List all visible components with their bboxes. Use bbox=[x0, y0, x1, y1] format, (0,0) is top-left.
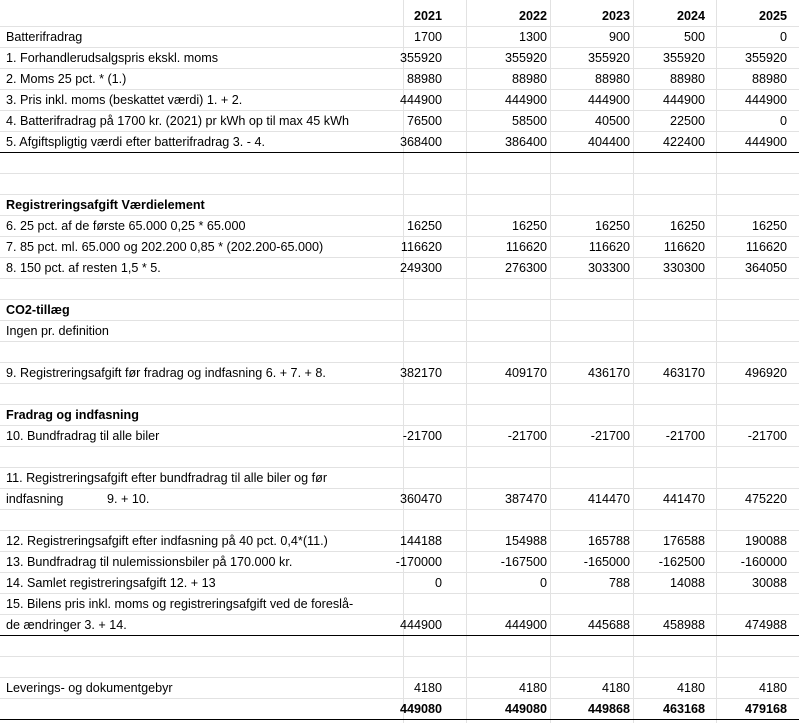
value-cell-1[interactable] bbox=[364, 405, 442, 425]
value-cell-5[interactable]: 496920 bbox=[744, 366, 787, 380]
value-cell-3[interactable]: 303300 bbox=[587, 261, 630, 275]
value-cell-1[interactable] bbox=[364, 468, 442, 488]
value-cell-3[interactable]: 40500 bbox=[594, 114, 630, 128]
value-cell-3[interactable] bbox=[552, 195, 630, 215]
table-row bbox=[0, 678, 799, 699]
value-cell-4[interactable]: 88980 bbox=[669, 72, 705, 86]
row-label[interactable]: 9. Registreringsafgift før fradrag og indfasning 6. + 7. + 8. bbox=[6, 366, 326, 380]
value-cell-4[interactable] bbox=[627, 321, 705, 341]
value-cell-3[interactable] bbox=[552, 657, 630, 677]
value-cell-4[interactable]: 355920 bbox=[662, 51, 705, 65]
value-cell-2[interactable] bbox=[469, 405, 547, 425]
value-cell-3[interactable] bbox=[552, 405, 630, 425]
table-row bbox=[0, 174, 799, 195]
value-cell-2[interactable]: 449080 bbox=[504, 702, 547, 716]
value-cell-5[interactable]: 364050 bbox=[744, 261, 787, 275]
value-cell-1[interactable] bbox=[364, 636, 442, 656]
table-row bbox=[0, 447, 799, 468]
value-cell-1[interactable]: 249300 bbox=[399, 261, 442, 275]
table-row bbox=[0, 195, 799, 216]
value-cell-3[interactable] bbox=[552, 174, 630, 194]
table-row bbox=[0, 363, 799, 384]
value-cell-4[interactable]: -21700 bbox=[665, 429, 705, 443]
value-cell-4[interactable] bbox=[627, 447, 705, 467]
value-cell-2[interactable] bbox=[469, 279, 547, 299]
row-label[interactable]: 15. Bilens pris inkl. moms og registreringsafgift ved de foreslå- bbox=[6, 597, 354, 611]
value-cell-5[interactable]: 4180 bbox=[758, 681, 787, 695]
value-cell-5[interactable] bbox=[709, 636, 787, 656]
value-cell-4[interactable]: -162500 bbox=[658, 555, 705, 569]
value-cell-3[interactable]: 4180 bbox=[601, 681, 630, 695]
row-label[interactable]: 13. Bundfradrag til nulemissionsbiler på 170.000 kr. bbox=[6, 555, 293, 569]
value-cell-1[interactable] bbox=[364, 153, 442, 173]
value-cell-2[interactable]: 16250 bbox=[511, 219, 547, 233]
value-cell-2[interactable]: 154988 bbox=[504, 534, 547, 548]
row-label[interactable]: 3. Pris inkl. moms (beskattet værdi) 1. + 2. bbox=[6, 93, 243, 107]
row-label[interactable]: 1. Forhandlerudsalgspris ekskl. moms bbox=[6, 51, 219, 65]
value-cell-5[interactable] bbox=[709, 174, 787, 194]
value-cell-1[interactable]: 76500 bbox=[406, 114, 442, 128]
year-header-5[interactable]: 2025 bbox=[758, 9, 787, 23]
value-cell-1[interactable] bbox=[364, 384, 442, 404]
value-cell-2[interactable]: 58500 bbox=[511, 114, 547, 128]
year-header-1[interactable]: 2021 bbox=[413, 9, 442, 23]
value-cell-3[interactable] bbox=[552, 636, 630, 656]
row-label[interactable]: Leverings- og dokumentgebyr bbox=[6, 681, 173, 695]
table-row bbox=[0, 468, 799, 489]
value-cell-3[interactable] bbox=[552, 342, 630, 362]
header-row bbox=[0, 6, 799, 27]
row-label[interactable]: Batterifradrag bbox=[6, 30, 83, 44]
value-cell-4[interactable] bbox=[627, 657, 705, 677]
value-cell-2[interactable]: 276300 bbox=[504, 261, 547, 275]
value-cell-3[interactable]: 900 bbox=[608, 30, 630, 44]
value-cell-3[interactable] bbox=[552, 510, 630, 530]
table-row bbox=[0, 384, 799, 405]
value-cell-5[interactable]: 88980 bbox=[751, 72, 787, 86]
table-row bbox=[0, 657, 799, 678]
table-row bbox=[0, 279, 799, 300]
value-cell-4[interactable]: 330300 bbox=[662, 261, 705, 275]
value-cell-3[interactable] bbox=[552, 468, 630, 488]
value-cell-5[interactable] bbox=[709, 153, 787, 173]
value-cell-5[interactable]: 190088 bbox=[744, 534, 787, 548]
value-cell-5[interactable] bbox=[709, 300, 787, 320]
table-row bbox=[0, 594, 799, 615]
row-label[interactable]: 8. 150 pct. af resten 1,5 * 5. bbox=[6, 261, 161, 275]
value-cell-5[interactable]: 16250 bbox=[751, 219, 787, 233]
value-cell-2[interactable] bbox=[469, 195, 547, 215]
row-label[interactable]: 10. Bundfradrag til alle biler bbox=[6, 429, 160, 443]
value-cell-1[interactable] bbox=[364, 657, 442, 677]
row-label[interactable]: 14. Samlet registreringsafgift 12. + 13 bbox=[6, 576, 216, 590]
value-cell-3[interactable]: 16250 bbox=[594, 219, 630, 233]
value-cell-3[interactable]: 88980 bbox=[594, 72, 630, 86]
value-cell-2[interactable]: -21700 bbox=[507, 429, 547, 443]
value-cell-1[interactable] bbox=[364, 279, 442, 299]
value-cell-1[interactable]: 444900 bbox=[399, 618, 442, 632]
value-cell-2[interactable] bbox=[469, 342, 547, 362]
value-cell-5[interactable] bbox=[709, 447, 787, 467]
value-cell-2[interactable] bbox=[469, 384, 547, 404]
table-row bbox=[0, 69, 799, 90]
value-cell-5[interactable] bbox=[709, 321, 787, 341]
value-cell-5[interactable]: 116620 bbox=[745, 240, 787, 254]
value-cell-1[interactable]: 444900 bbox=[399, 93, 442, 107]
value-cell-1[interactable]: -21700 bbox=[402, 429, 442, 443]
value-cell-1[interactable] bbox=[364, 174, 442, 194]
value-cell-5[interactable] bbox=[709, 384, 787, 404]
table-row bbox=[0, 426, 799, 447]
value-cell-1[interactable]: 368400 bbox=[399, 135, 442, 149]
value-cell-5[interactable] bbox=[709, 405, 787, 425]
value-cell-4[interactable] bbox=[627, 279, 705, 299]
value-cell-5[interactable] bbox=[709, 594, 787, 614]
value-cell-3[interactable]: -165000 bbox=[583, 555, 630, 569]
value-cell-1[interactable]: 144188 bbox=[399, 534, 442, 548]
value-cell-2[interactable]: 409170 bbox=[504, 366, 547, 380]
value-cell-3[interactable]: 404400 bbox=[587, 135, 630, 149]
row-label[interactable]: CO2-tillæg bbox=[6, 303, 70, 317]
table-row bbox=[0, 636, 799, 657]
table-row bbox=[0, 48, 799, 69]
table-row bbox=[0, 510, 799, 531]
value-cell-2[interactable] bbox=[469, 510, 547, 530]
row-label[interactable]: 12. Registreringsafgift efter indfasning på 40 pct. 0,4*(11.) bbox=[6, 534, 328, 548]
value-cell-4[interactable]: 444900 bbox=[662, 93, 705, 107]
value-cell-2[interactable]: -167500 bbox=[500, 555, 547, 569]
value-cell-1[interactable]: 360470 bbox=[399, 492, 442, 506]
value-cell-3[interactable] bbox=[552, 594, 630, 614]
value-cell-2[interactable] bbox=[469, 300, 547, 320]
value-cell-1[interactable]: 16250 bbox=[406, 219, 442, 233]
value-cell-2[interactable]: 0 bbox=[539, 576, 547, 590]
value-cell-5[interactable] bbox=[709, 342, 787, 362]
value-cell-4[interactable] bbox=[627, 195, 705, 215]
value-cell-1[interactable]: 449080 bbox=[399, 702, 442, 716]
value-cell-1[interactable]: 1700 bbox=[413, 30, 442, 44]
year-header-3[interactable]: 2023 bbox=[601, 9, 630, 23]
value-cell-3[interactable] bbox=[552, 153, 630, 173]
value-cell-4[interactable]: 14088 bbox=[669, 576, 705, 590]
row-label[interactable]: Fradrag og indfasning bbox=[6, 408, 139, 422]
value-cell-3[interactable]: 445688 bbox=[587, 618, 630, 632]
row-label[interactable]: Ingen pr. definition bbox=[6, 324, 109, 338]
value-cell-3[interactable]: 355920 bbox=[587, 51, 630, 65]
table-row bbox=[0, 237, 799, 258]
value-cell-4[interactable] bbox=[627, 300, 705, 320]
value-cell-4[interactable] bbox=[627, 384, 705, 404]
value-cell-5[interactable]: 30088 bbox=[751, 576, 787, 590]
value-cell-2[interactable]: 387470 bbox=[504, 492, 547, 506]
value-cell-4[interactable]: 4180 bbox=[676, 681, 705, 695]
value-cell-5[interactable] bbox=[709, 279, 787, 299]
value-cell-1[interactable] bbox=[364, 447, 442, 467]
value-cell-4[interactable] bbox=[627, 153, 705, 173]
value-cell-4[interactable] bbox=[627, 405, 705, 425]
value-cell-4[interactable] bbox=[627, 174, 705, 194]
value-cell-1[interactable]: -170000 bbox=[395, 555, 442, 569]
table-row bbox=[0, 573, 799, 594]
table-row bbox=[0, 321, 799, 342]
row-label[interactable]: 5. Afgiftspligtig værdi efter batterifradrag 3. - 4. bbox=[6, 135, 265, 149]
row-label[interactable]: de ændringer 3. + 14. bbox=[6, 618, 127, 632]
value-cell-2[interactable]: 88980 bbox=[511, 72, 547, 86]
value-cell-5[interactable]: 474988 bbox=[744, 618, 787, 632]
value-cell-1[interactable]: 88980 bbox=[406, 72, 442, 86]
row-label[interactable]: 4. Batterifradrag på 1700 kr. (2021) pr kWh op til max 45 kWh bbox=[6, 114, 349, 128]
value-cell-3[interactable]: 414470 bbox=[587, 492, 630, 506]
value-cell-3[interactable]: 165788 bbox=[587, 534, 630, 548]
value-cell-4[interactable] bbox=[627, 342, 705, 362]
value-cell-1[interactable]: 4180 bbox=[413, 681, 442, 695]
value-cell-2[interactable] bbox=[469, 636, 547, 656]
value-cell-4[interactable] bbox=[627, 636, 705, 656]
table-row bbox=[0, 300, 799, 321]
value-cell-1[interactable] bbox=[364, 300, 442, 320]
value-cell-4[interactable]: 463170 bbox=[662, 366, 705, 380]
value-cell-3[interactable]: 449868 bbox=[587, 702, 630, 716]
value-cell-1[interactable] bbox=[364, 342, 442, 362]
value-cell-1[interactable] bbox=[364, 321, 442, 341]
table-row bbox=[0, 699, 799, 720]
table-row bbox=[0, 258, 799, 279]
value-cell-2[interactable]: 4180 bbox=[518, 681, 547, 695]
value-cell-3[interactable]: 436170 bbox=[587, 366, 630, 380]
value-cell-2[interactable]: 1300 bbox=[518, 30, 547, 44]
value-cell-2[interactable]: 444900 bbox=[504, 618, 547, 632]
value-cell-5[interactable]: -160000 bbox=[740, 555, 787, 569]
table-row bbox=[0, 615, 799, 636]
year-header-4[interactable]: 2024 bbox=[676, 9, 705, 23]
value-cell-4[interactable]: 458988 bbox=[662, 618, 705, 632]
table-row bbox=[0, 216, 799, 237]
row-label[interactable]: indfasning bbox=[6, 492, 64, 506]
value-cell-5[interactable] bbox=[709, 468, 787, 488]
value-cell-3[interactable] bbox=[552, 384, 630, 404]
row-label[interactable]: 7. 85 pct. ml. 65.000 og 202.200 0,85 * (202.200-65.000) bbox=[6, 240, 324, 254]
row-sublabel[interactable]: 9. + 10. bbox=[107, 492, 150, 506]
table-row bbox=[0, 405, 799, 426]
value-cell-5[interactable]: 355920 bbox=[744, 51, 787, 65]
table-row bbox=[0, 132, 799, 153]
value-cell-2[interactable] bbox=[469, 174, 547, 194]
value-cell-3[interactable]: -21700 bbox=[590, 429, 630, 443]
table-row bbox=[0, 342, 799, 363]
table-row bbox=[0, 111, 799, 132]
value-cell-4[interactable] bbox=[627, 510, 705, 530]
value-cell-5[interactable]: -21700 bbox=[747, 429, 787, 443]
value-cell-3[interactable] bbox=[552, 279, 630, 299]
table-row bbox=[0, 531, 799, 552]
table-row bbox=[0, 27, 799, 48]
value-cell-2[interactable] bbox=[469, 321, 547, 341]
value-cell-2[interactable] bbox=[469, 594, 547, 614]
value-cell-2[interactable]: 355920 bbox=[504, 51, 547, 65]
value-cell-5[interactable]: 0 bbox=[779, 30, 787, 44]
value-cell-4[interactable] bbox=[627, 594, 705, 614]
row-label[interactable]: 11. Registreringsafgift efter bundfradrag til alle biler og før bbox=[6, 471, 328, 485]
value-cell-5[interactable]: 475220 bbox=[744, 492, 787, 506]
table-row bbox=[0, 489, 799, 510]
value-cell-2[interactable]: 386400 bbox=[504, 135, 547, 149]
value-cell-4[interactable]: 463168 bbox=[662, 702, 705, 716]
value-cell-2[interactable]: 444900 bbox=[504, 93, 547, 107]
row-label[interactable]: Registreringsafgift Værdielement bbox=[6, 198, 205, 212]
value-cell-2[interactable] bbox=[469, 153, 547, 173]
value-cell-1[interactable] bbox=[364, 594, 442, 614]
value-cell-4[interactable]: 422400 bbox=[662, 135, 705, 149]
value-cell-3[interactable]: 444900 bbox=[587, 93, 630, 107]
value-cell-4[interactable] bbox=[627, 468, 705, 488]
value-cell-1[interactable]: 116620 bbox=[400, 240, 442, 254]
value-cell-1[interactable]: 355920 bbox=[399, 51, 442, 65]
value-cell-5[interactable]: 444900 bbox=[744, 135, 787, 149]
value-cell-3[interactable] bbox=[552, 321, 630, 341]
value-cell-2[interactable]: 116620 bbox=[505, 240, 547, 254]
value-cell-1[interactable]: 382170 bbox=[399, 366, 442, 380]
value-cell-1[interactable]: 0 bbox=[434, 576, 442, 590]
value-cell-3[interactable] bbox=[552, 300, 630, 320]
value-cell-4[interactable]: 176588 bbox=[662, 534, 705, 548]
value-cell-4[interactable]: 116620 bbox=[663, 240, 705, 254]
row-label[interactable]: 6. 25 pct. af de første 65.000 0,25 * 65.000 bbox=[6, 219, 246, 233]
value-cell-3[interactable]: 788 bbox=[608, 576, 630, 590]
table-row bbox=[0, 552, 799, 573]
value-cell-1[interactable] bbox=[364, 510, 442, 530]
value-cell-3[interactable]: 116620 bbox=[588, 240, 630, 254]
value-cell-4[interactable]: 441470 bbox=[662, 492, 705, 506]
value-cell-5[interactable]: 0 bbox=[779, 114, 787, 128]
value-cell-4[interactable]: 16250 bbox=[669, 219, 705, 233]
value-cell-1[interactable] bbox=[364, 195, 442, 215]
value-cell-5[interactable] bbox=[709, 510, 787, 530]
row-label[interactable]: 2. Moms 25 pct. * (1.) bbox=[6, 72, 127, 86]
value-cell-2[interactable] bbox=[469, 468, 547, 488]
value-cell-4[interactable]: 22500 bbox=[669, 114, 705, 128]
value-cell-2[interactable] bbox=[469, 657, 547, 677]
value-cell-5[interactable]: 444900 bbox=[744, 93, 787, 107]
value-cell-5[interactable] bbox=[709, 657, 787, 677]
value-cell-5[interactable]: 479168 bbox=[744, 702, 787, 716]
value-cell-3[interactable] bbox=[552, 447, 630, 467]
table-row bbox=[0, 90, 799, 111]
value-cell-2[interactable] bbox=[469, 447, 547, 467]
value-cell-5[interactable] bbox=[709, 195, 787, 215]
value-cell-4[interactable]: 500 bbox=[683, 30, 705, 44]
year-header-2[interactable]: 2022 bbox=[518, 9, 547, 23]
table-row bbox=[0, 153, 799, 174]
